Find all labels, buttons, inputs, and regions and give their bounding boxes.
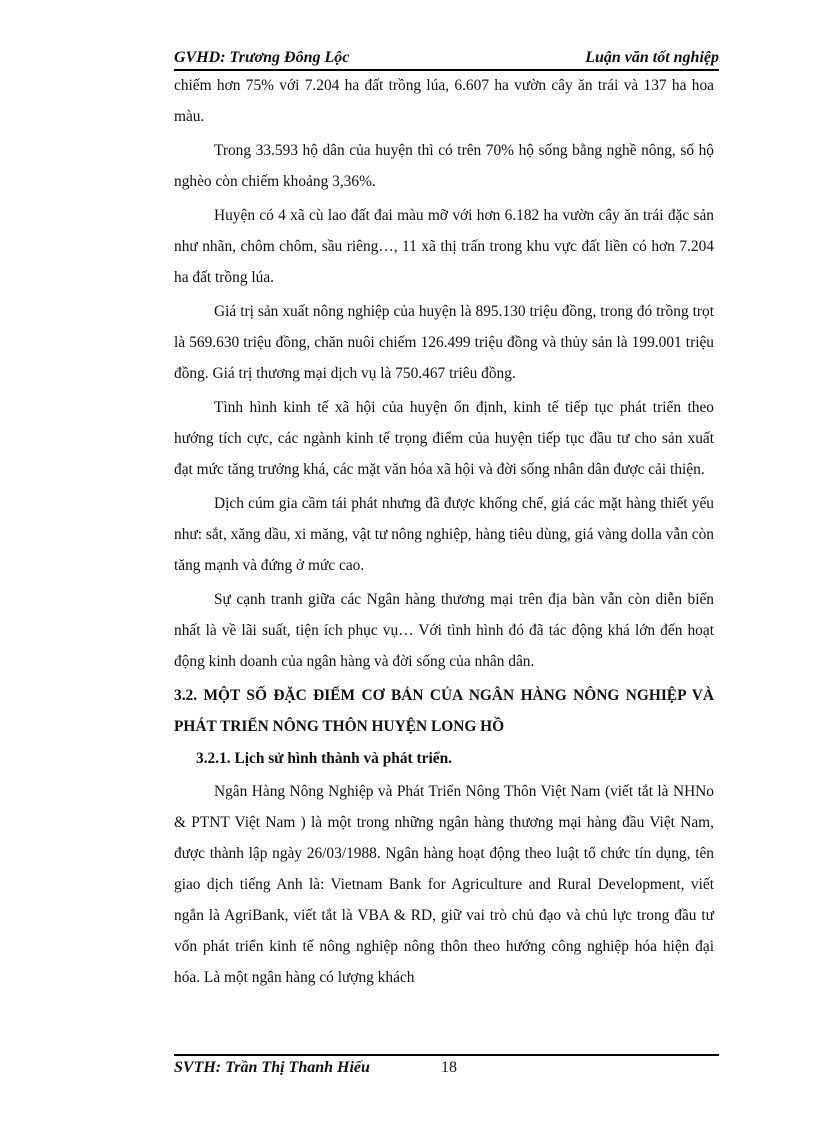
advisor-name: GVHD: Trương Đông Lộc (174, 49, 350, 66)
page-footer (174, 1054, 719, 1080)
section-heading: 3.2. MỘT SỐ ĐẶC ĐIỂM CƠ BẢN CỦA NGÂN HÀNG NÔNG NGHIỆP VÀ PHÁT TRIỂN NÔNG THÔN HUYỆN LONG HỒ (174, 687, 714, 735)
paragraph-4: Giá trị sản xuất nông nghiệp của huyện là 895.130 triệu đồng, trong đó trồng trọt là 569.630 triệu đồng, chăn nuôi chiếm 126.499 triệu đồng và thủy sản là 199.001 triệu đồng. Giá trị thương mại dịch vụ là 750.467 triêu đồng. (174, 303, 714, 382)
page-header (174, 47, 719, 71)
page-body (174, 70, 714, 996)
paragraph-2: Trong 33.593 hộ dân của huyện thì có trên 70% hộ sống bằng nghề nông, số hộ nghèo còn chiếm khoảng 3,36%. (174, 142, 714, 190)
paragraph-1: chiếm hơn 75% với 7.204 ha đất trồng lúa, 6.607 ha vườn cây ăn trái và 137 ha hoa màu. (174, 77, 714, 125)
page-number: 18 (441, 1059, 457, 1076)
paragraph-5: Tình hình kinh tế xã hội của huyện ổn định, kinh tế tiếp tục phát triển theo hướng tích cực, các ngành kinh tế trọng điểm của huyện tiếp tục đầu tư cho sản xuất đạt mức tăng trưởng khá, các mặt văn hóa xã hội và đời sống nhân dân được cải thiện. (174, 399, 714, 478)
paragraph-7: Sự cạnh tranh giữa các Ngân hàng thương mại trên địa bàn vẫn còn diễn biến nhất là về lãi suất, tiện ích phục vụ… Với tình hình đó đã tác động khá lớn đến hoạt động kinh doanh của ngân hàng và đời sống của nhân dân. (174, 591, 714, 670)
document-type: Luận văn tốt nghiệp (585, 49, 719, 66)
paragraph-6: Dịch cúm gia cầm tái phát nhưng đã được khống chế, giá các mặt hàng thiết yếu như: sắt, xăng dầu, xi măng, vật tư nông nghiệp, hàng tiêu dùng, giá vàng dolla vẫn còn tăng mạnh và đứng ở mức cao. (174, 495, 714, 574)
paragraph-3: Huyện có 4 xã cù lao đất đai màu mỡ với hơn 6.182 ha vườn cây ăn trái đặc sản như nhãn, chôm chôm, sầu riêng…, 11 xã thị trấn trong khu vực đất liền có hơn 7.204 ha đất trồng lúa. (174, 207, 714, 286)
subsection-heading: 3.2.1. Lịch sử hình thành và phát triển. (196, 750, 452, 767)
student-name: SVTH: Trần Thị Thanh Hiếu (174, 1059, 370, 1076)
paragraph-8: Ngân Hàng Nông Nghiệp và Phát Triển Nông Thôn Việt Nam (viết tắt là NHNo & PTNT Việt Nam ) là một trong những ngân hàng thương mại hàng đầu Việt Nam, được thành lập ngày 26/03/1988. Ngân hàng hoạt động theo luật tổ chức tín dụng, tên giao dịch tiếng Anh là: Vietnam Bank for Agriculture and Rural Development, viết ngắn là AgriBank, viết tắt là VBA & RD, giữ vai trò chủ đạo và chủ lực trong đầu tư vốn phát triển kinh tế nông nghiệp nông thôn theo hướng công nghiệp hóa hiện đại hóa. Là một ngân hàng có lượng khách (174, 783, 714, 986)
